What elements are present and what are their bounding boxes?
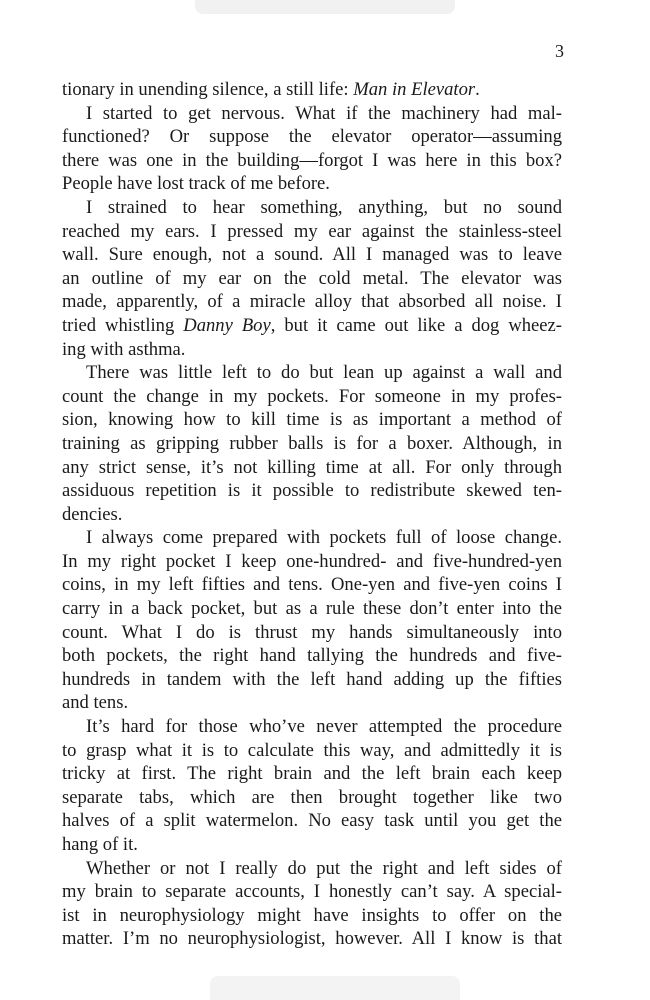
paragraph xyxy=(62,78,562,102)
text-line: separate tabs, which are then brought together like two xyxy=(62,786,562,808)
text-line: training as gripping rubber balls is for a boxer. Although, in xyxy=(62,432,562,454)
text-line: There was little left to do but lean up against a wall and xyxy=(86,362,562,384)
paragraph xyxy=(62,196,562,361)
text-line: I strained to hear something, anything, but no sound xyxy=(86,196,562,218)
text-line: functioned? Or suppose the elevator operator—assuming xyxy=(62,126,562,148)
text-line: carry in a back pocket, but as a rule these don’t enter into the xyxy=(62,598,562,620)
text-line: tried whistling Danny Boy, but it came out like a dog wheez- xyxy=(62,314,563,336)
text-line: made, apparently, of a miracle alloy that absorbed all noise. I xyxy=(62,291,562,313)
text-line: to grasp what it is to calculate this way, and admittedly it is xyxy=(62,739,562,761)
paragraph xyxy=(62,715,562,857)
text-line: assiduous repetition is it possible to redistribute skewed ten- xyxy=(62,480,562,502)
text-line: It’s hard for those who’ve never attempted the procedure xyxy=(86,716,562,738)
paragraph xyxy=(62,526,562,715)
text-line: I always come prepared with pockets full of loose change. xyxy=(86,527,562,549)
italic-title: Man in Elevator xyxy=(353,79,476,100)
text-line: hang of it. xyxy=(62,834,138,855)
text-line: People have lost track of me before. xyxy=(62,173,330,195)
page-number: 3 xyxy=(555,41,564,61)
text-line: an outline of my ear on the cold metal. The elevator was xyxy=(62,267,562,289)
text-line: there was one in the building—forgot I was here in this box? xyxy=(62,149,562,171)
text-line: sion, knowing how to kill time is as important a method of xyxy=(62,409,562,431)
text-line: and tens. xyxy=(62,692,129,714)
text-line: both pockets, the right hand tallying the hundreds and five- xyxy=(62,645,562,667)
body-text xyxy=(62,78,562,951)
paragraph xyxy=(62,102,562,196)
text-line: ist in neurophysiology might have insights to offer on the xyxy=(62,904,562,926)
text-line: matter. I’m no neurophysiologist, however. All I know is that xyxy=(62,928,562,950)
text-line: halves of a split watermelon. No easy task until you get the xyxy=(62,810,562,832)
text-line: reached my ears. I pressed my ear against the stainless-steel xyxy=(62,220,562,242)
text-line: count. What I do is thrust my hands simultaneously into xyxy=(62,621,562,643)
text-line: hundreds in tandem with the left hand adding up the fifties xyxy=(62,668,562,690)
text-line: tricky at first. The right brain and the left brain each keep xyxy=(62,763,562,785)
text-line: my brain to separate accounts, I honestly can’t say. A special- xyxy=(62,881,562,903)
text-line: tionary in unending silence, a still life: Man in Elevator. xyxy=(62,79,480,100)
scan-shadow-top xyxy=(195,0,455,14)
text-line: dencies. xyxy=(62,503,123,525)
text-line: coins, in my left fifties and tens. One-yen and five-yen coins I xyxy=(62,574,562,596)
text-line: In my right pocket I keep one-hundred- and five-hundred-yen xyxy=(62,550,562,572)
scan-shadow-bottom xyxy=(210,976,460,1000)
text-line: ing with asthma. xyxy=(62,338,186,360)
paragraph xyxy=(62,857,562,951)
text-line: wall. Sure enough, not a sound. All I managed was to leave xyxy=(62,244,562,266)
italic-song-title: Danny Boy xyxy=(183,314,271,336)
text-line: I started to get nervous. What if the machinery had mal- xyxy=(86,102,562,124)
text-line: Whether or not I really do put the right and left sides of xyxy=(86,857,562,879)
text-line: count the change in my pockets. For someone in my profes- xyxy=(62,385,562,407)
text-line: any strict sense, it’s not killing time at all. For only through xyxy=(62,456,562,478)
paragraph xyxy=(62,361,562,526)
